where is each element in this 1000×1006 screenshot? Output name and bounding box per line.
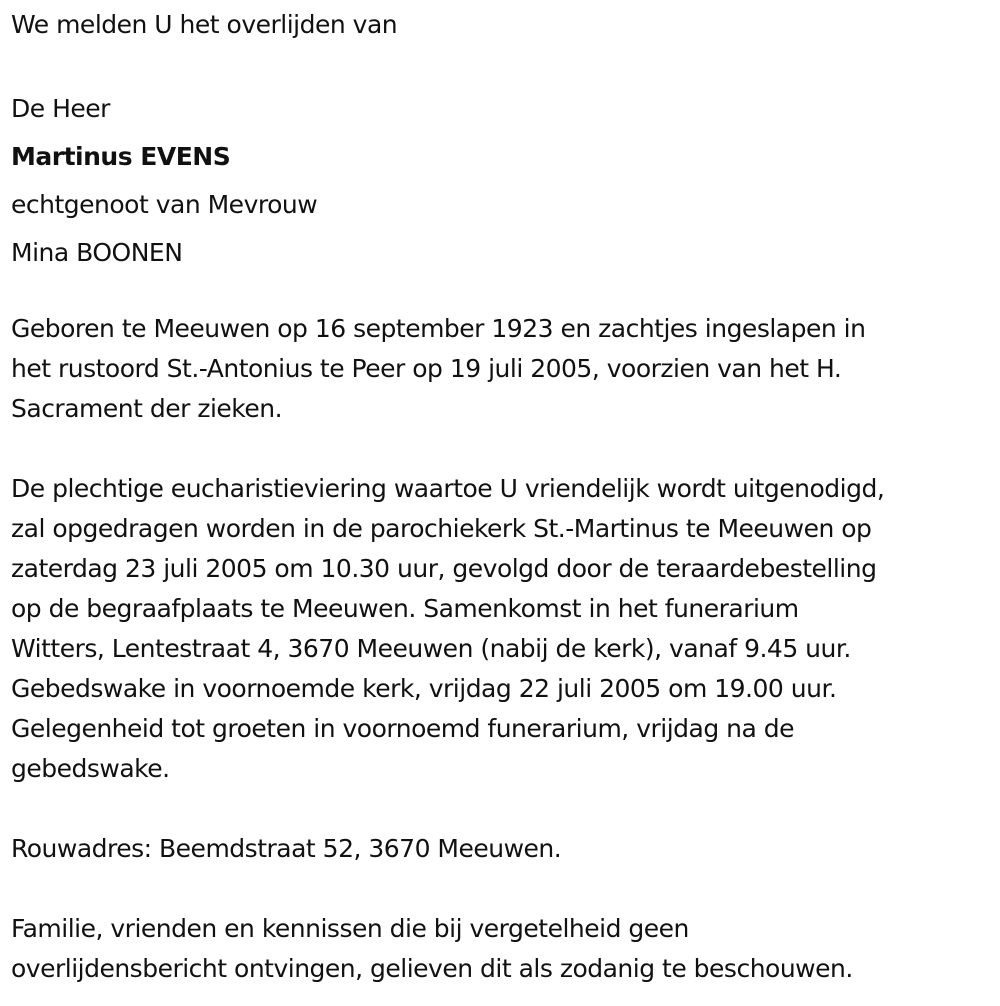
paragraph-line: op de begraafplaats te Meeuwen. Samenkomst in het funerarium bbox=[11, 594, 799, 623]
spacer bbox=[11, 789, 996, 829]
paragraph-line: overlijdensbericht ontvingen, gelieven dit als zodanig te beschouwen. bbox=[11, 954, 853, 983]
spacer bbox=[11, 869, 996, 909]
paragraph-line: De plechtige eucharistieviering waartoe U vriendelijk wordt uitgenodigd, bbox=[11, 474, 885, 503]
paragraph-line: Geboren te Meeuwen op 16 september 1923 en zachtjes ingeslapen in bbox=[11, 314, 866, 343]
paragraph-line: gebedswake. bbox=[11, 754, 170, 783]
paragraph-line: het rustoord St.-Antonius te Peer op 19 juli 2005, voorzien van het H. bbox=[11, 354, 842, 383]
paragraph-line: zal opgedragen worden in de parochiekerk St.-Martinus te Meeuwen op bbox=[11, 514, 872, 543]
closing-paragraph bbox=[11, 909, 996, 989]
deceased-name: Martinus EVENS bbox=[11, 142, 231, 171]
paragraph-line: Gebedswake in voornoemde kerk, vrijdag 22 juli 2005 om 19.00 uur. bbox=[11, 674, 837, 703]
title-prefix: De Heer bbox=[11, 94, 110, 123]
paragraph-line: zaterdag 23 juli 2005 om 10.30 uur, gevolgd door de teraardebestelling bbox=[11, 554, 877, 583]
death-notice bbox=[11, 5, 996, 989]
spacer bbox=[11, 277, 996, 309]
spacer bbox=[11, 45, 996, 85]
intro-text: We melden U het overlijden van bbox=[11, 10, 398, 39]
deceased-block bbox=[11, 85, 996, 277]
paragraph-line: Witters, Lentestraat 4, 3670 Meeuwen (nabij de kerk), vanaf 9.45 uur. bbox=[11, 634, 851, 663]
paragraph-line: Sacrament der zieken. bbox=[11, 394, 283, 423]
mourning-address: Rouwadres: Beemdstraat 52, 3670 Meeuwen. bbox=[11, 834, 562, 863]
spouse-label: echtgenoot van Mevrouw bbox=[11, 190, 318, 219]
birth-paragraph bbox=[11, 309, 996, 429]
spouse-name: Mina BOONEN bbox=[11, 238, 183, 267]
ceremony-paragraph bbox=[11, 469, 996, 789]
spacer bbox=[11, 429, 996, 469]
paragraph-line: Gelegenheid tot groeten in voornoemd funerarium, vrijdag na de bbox=[11, 714, 795, 743]
paragraph-line: Familie, vrienden en kennissen die bij vergetelheid geen bbox=[11, 914, 689, 943]
